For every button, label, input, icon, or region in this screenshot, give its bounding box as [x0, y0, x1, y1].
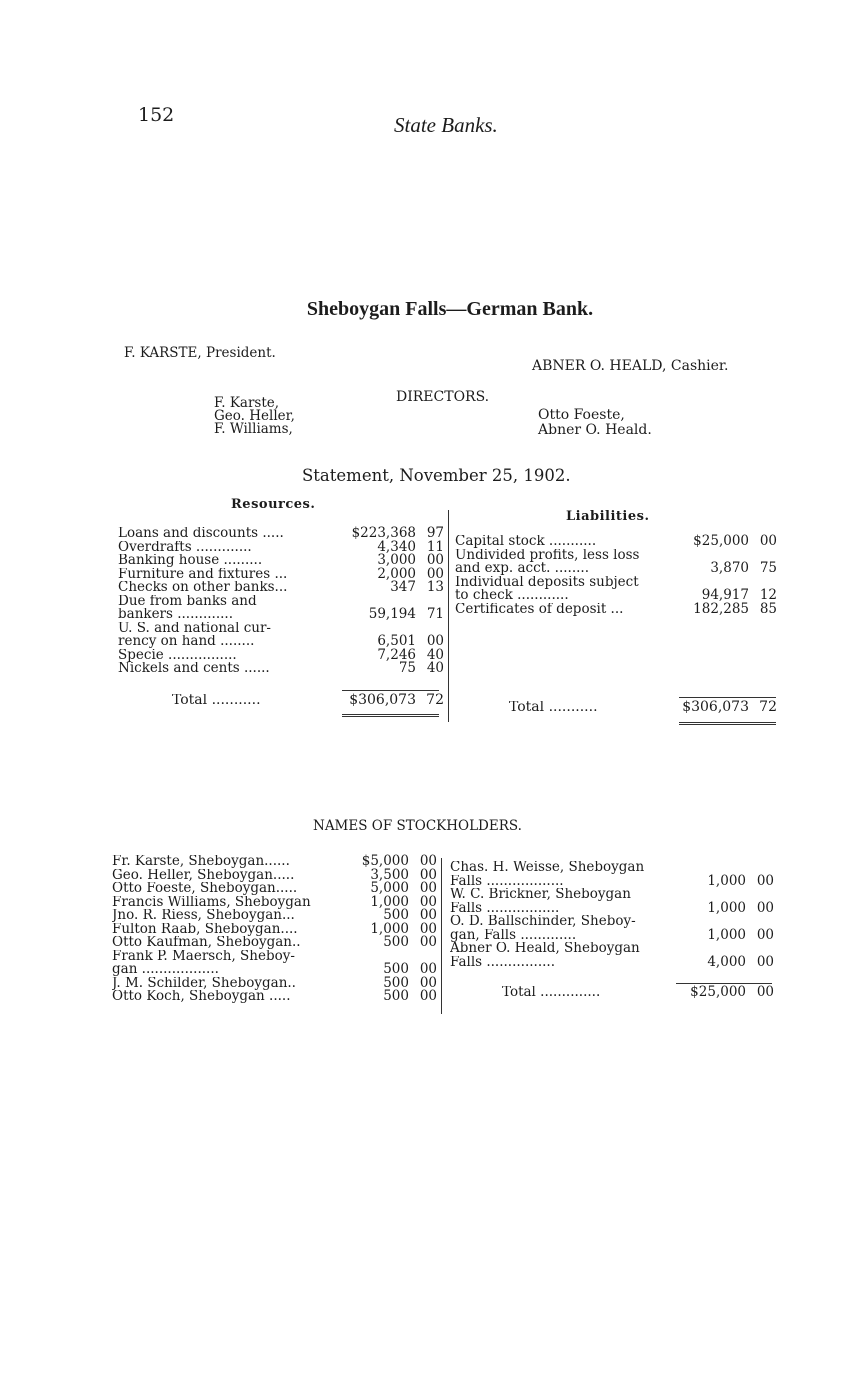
line-label: gan ..................: [112, 963, 219, 977]
running-header: State Banks.: [394, 113, 498, 137]
director-name: F. Karste,: [214, 395, 280, 411]
line-label: and exp. acct. ........: [455, 562, 590, 576]
line-label: bankers .............: [118, 608, 234, 622]
line-cents: 00: [419, 866, 437, 883]
line-dollars: 7,246: [377, 646, 416, 663]
line-label: Abner O. Heald, Sheboygan: [450, 942, 640, 956]
line-label: U. S. and national cur-: [118, 621, 271, 635]
liabilities-total-row: [455, 701, 777, 715]
resources-total-cents: 72: [426, 692, 444, 708]
line-cents: 40: [426, 646, 444, 663]
line-cents: 00: [419, 934, 437, 950]
stockholders-heading: NAMES OF STOCKHOLDERS.: [313, 818, 522, 834]
line-dollars: $25,000: [693, 533, 749, 549]
line-label: Francis Williams, Sheboygan: [112, 895, 311, 909]
line-dollars: 3,870: [710, 560, 749, 576]
line-dollars: 500: [383, 988, 409, 1004]
line-cents: 00: [756, 953, 774, 970]
line-dollars: 182,285: [693, 600, 749, 617]
resources-table: [118, 527, 444, 676]
line-label: O. D. Ballschinder, Sheboy-: [450, 915, 636, 929]
line-label: W. C. Brickner, Sheboygan: [450, 888, 631, 902]
line-label: Specie ................: [118, 648, 237, 662]
line-label: Banking house .........: [118, 554, 263, 568]
line-dollars: $5,000: [361, 853, 409, 869]
stockholders-total-row: [450, 986, 774, 1000]
line-cents: 13: [426, 579, 444, 595]
liabilities-total-label: Total ...........: [509, 701, 598, 715]
line-dollars: 1,000: [370, 920, 409, 937]
line-label: Fulton Raab, Sheboygan....: [112, 922, 298, 936]
line-label: rency on hand ........: [118, 635, 255, 649]
liability-row: [455, 535, 777, 549]
line-cents: 00: [426, 633, 444, 649]
line-cents: 00: [756, 926, 774, 943]
line-dollars: 3,000: [377, 552, 416, 568]
resources-total-label: Total ...........: [172, 694, 261, 708]
line-label: Otto Foeste, Sheboygan.....: [112, 882, 298, 896]
line-label: Capital stock ...........: [455, 535, 597, 549]
director-name: Otto Foeste,: [538, 407, 625, 423]
line-cents: 00: [419, 920, 437, 937]
line-label: Chas. H. Weisse, Sheboygan: [450, 861, 645, 875]
line-cents: 00: [419, 907, 437, 923]
line-dollars: 5,000: [370, 880, 409, 896]
stockholders-right-table: [450, 861, 774, 969]
stockholders-column-divider: [441, 858, 442, 1014]
liability-row: [455, 603, 777, 617]
line-cents: 00: [419, 893, 437, 910]
line-dollars: 59,194: [368, 606, 416, 622]
line-dollars: 1,000: [707, 926, 746, 943]
line-cents: 00: [419, 880, 437, 896]
stockholder-row: [450, 902, 774, 916]
line-dollars: 500: [383, 934, 409, 950]
page-number: 152: [138, 104, 175, 126]
line-cents: 00: [419, 961, 437, 977]
line-label: Falls .................: [450, 901, 560, 915]
line-label: Otto Kaufman, Sheboygan..: [112, 936, 301, 950]
line-label: Loans and discounts .....: [118, 527, 284, 541]
line-label: gan, Falls .............: [450, 928, 577, 942]
line-dollars: 1,000: [707, 872, 746, 889]
stockholder-row: [112, 990, 437, 1004]
line-cents: 00: [419, 988, 437, 1004]
line-label: Checks on other banks...: [118, 581, 288, 595]
liabilities-heading: Liabilities.: [566, 509, 650, 524]
line-label: J. M. Schilder, Sheboygan..: [112, 976, 296, 990]
line-label: to check ............: [455, 589, 569, 603]
line-dollars: $223,368: [351, 525, 416, 541]
line-dollars: 3,500: [370, 866, 409, 883]
line-cents: 11: [426, 538, 444, 555]
line-dollars: 1,000: [707, 899, 746, 916]
line-label: Otto Koch, Sheboygan .....: [112, 990, 291, 1004]
liability-row: [455, 562, 777, 576]
line-dollars: 500: [383, 961, 409, 977]
directors-right-list: [538, 408, 652, 438]
line-cents: 00: [756, 872, 774, 889]
line-cents: 97: [426, 525, 444, 541]
director-name: F. Williams,: [214, 421, 293, 437]
line-label: Nickels and cents ......: [118, 662, 270, 676]
stockholders-total-cents: 00: [756, 984, 774, 1000]
line-dollars: 4,340: [377, 538, 416, 555]
liabilities-table: [455, 535, 777, 616]
line-dollars: 4,000: [707, 953, 746, 970]
resource-row: [118, 608, 444, 622]
line-label: Due from banks and: [118, 594, 257, 608]
line-cents: 40: [426, 660, 444, 676]
line-label: Frank P. Maersch, Sheboy-: [112, 949, 295, 963]
line-dollars: 347: [390, 579, 416, 595]
line-label: Certificates of deposit ...: [455, 602, 624, 616]
line-label: Furniture and fixtures ...: [118, 567, 288, 581]
line-label: Jno. R. Riess, Sheboygan...: [112, 909, 295, 923]
line-dollars: 1,000: [370, 893, 409, 910]
statement-heading: Statement, November 25, 1902.: [302, 466, 571, 485]
line-cents: 00: [426, 565, 444, 582]
resources-total-dollars: $306,073: [349, 692, 416, 708]
resources-total-double-rule: [342, 714, 439, 717]
line-label: Fr. Karste, Sheboygan......: [112, 855, 290, 869]
stockholder-row: [450, 956, 774, 970]
line-label: Overdrafts .............: [118, 540, 252, 554]
resources-total-row: [118, 694, 444, 708]
line-dollars: 2,000: [377, 565, 416, 582]
cashier-line: ABNER O. HEALD, Cashier.: [532, 358, 729, 374]
line-cents: 00: [419, 853, 437, 869]
line-cents: 00: [419, 974, 437, 991]
line-cents: 00: [759, 533, 777, 549]
statement-column-divider: [448, 510, 449, 722]
line-dollars: 500: [383, 907, 409, 923]
stockholder-row: [450, 929, 774, 943]
line-label: Falls ................: [450, 955, 556, 969]
directors-left-list: [214, 397, 295, 436]
line-dollars: 75: [398, 660, 416, 676]
line-dollars: 6,501: [377, 633, 416, 649]
line-label: Undivided profits, less loss: [455, 548, 640, 562]
directors-heading: DIRECTORS.: [396, 389, 490, 405]
line-cents: 00: [756, 899, 774, 916]
stockholders-total-label: Total ..............: [502, 986, 601, 1000]
resources-sum-rule: [342, 690, 439, 691]
stockholders-total-dollars: $25,000: [690, 984, 746, 1000]
president-line: F. KARSTE, President.: [124, 345, 276, 361]
line-cents: 00: [426, 552, 444, 568]
bank-title: Sheboygan Falls—German Bank.: [306, 298, 594, 320]
resources-heading: Resources.: [231, 497, 316, 512]
stockholders-left-table: [112, 855, 437, 1004]
liabilities-total-dollars: $306,073: [682, 699, 749, 715]
line-label: Individual deposits subject: [455, 575, 639, 589]
resource-row: [118, 581, 444, 595]
line-cents: 75: [759, 560, 777, 576]
director-name: Abner O. Heald.: [538, 422, 652, 438]
line-cents: 71: [426, 606, 444, 622]
liabilities-total-cents: 72: [759, 699, 777, 715]
liabilities-total-double-rule: [679, 722, 776, 725]
line-label: Geo. Heller, Sheboygan.....: [112, 868, 295, 882]
stockholder-row: [450, 875, 774, 889]
line-cents: 12: [759, 587, 777, 603]
line-cents: 85: [759, 600, 777, 617]
resource-row: [118, 662, 444, 676]
stockholder-row: [112, 936, 437, 950]
liabilities-sum-rule: [679, 697, 776, 698]
line-dollars: 94,917: [701, 587, 749, 603]
line-label: Falls ..................: [450, 874, 564, 888]
line-dollars: 500: [383, 974, 409, 991]
director-name: Geo. Heller,: [214, 408, 295, 424]
resource-row: [118, 649, 444, 663]
